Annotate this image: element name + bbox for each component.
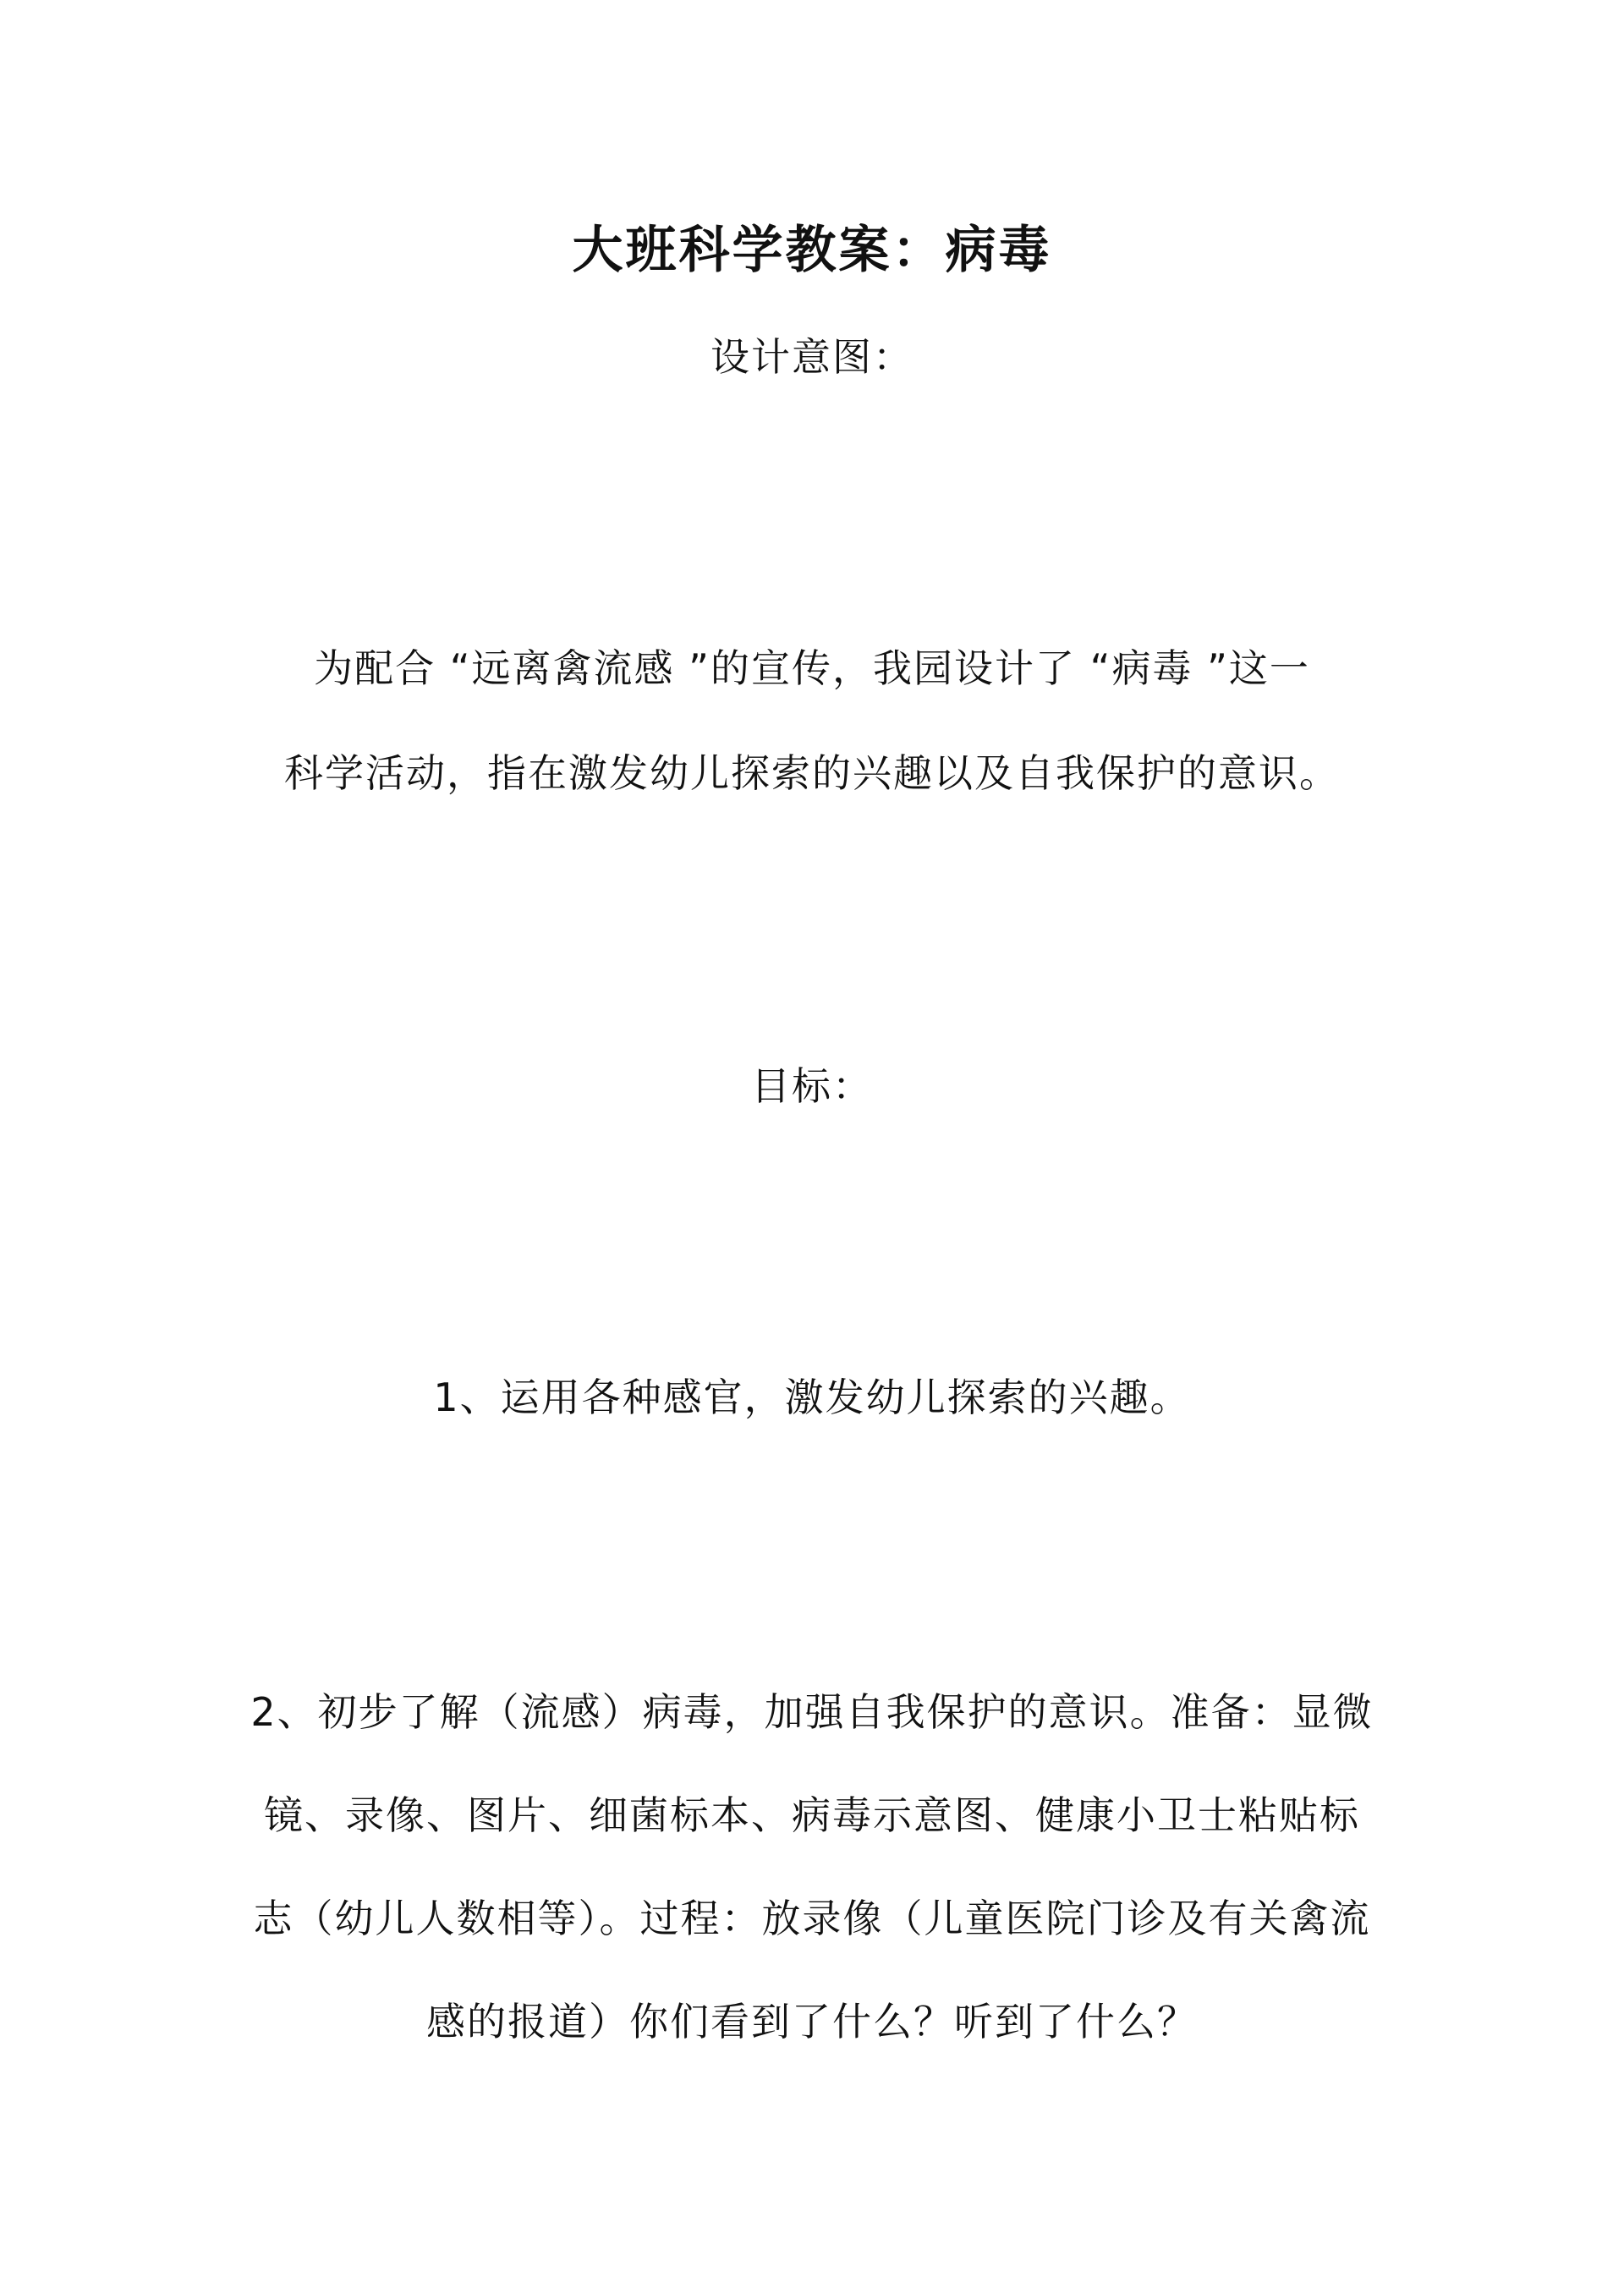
- document-title: 大班科学教案：病毒: [572, 221, 1052, 280]
- goal-item-2-line-3: 志（幼儿人数相等）。过程：放录像（儿童医院门诊及有关禽流: [253, 1896, 1371, 1941]
- design-intent-heading: 设计意图：: [710, 334, 914, 380]
- goal-item-2-line-2: 镜、录像、图片、细菌标本、病毒示意图、健康小卫士粘贴标: [264, 1792, 1360, 1838]
- design-intent-line-1: 为配合 “远离禽流感 ”的宣传，我园设计了 “病毒 ”这一: [314, 645, 1310, 691]
- goal-item-1: 1、运用各种感官，激发幼儿探索的兴趣。: [433, 1375, 1191, 1420]
- goals-heading: 目标：: [751, 1063, 873, 1109]
- goal-item-2-line-4: 感的报道）你们看到了什么？听到了什么？: [426, 1999, 1198, 2044]
- goal-item-2-line-1: 2、初步了解（流感）病毒，加强自我保护的意识。准备：显微: [250, 1689, 1374, 1735]
- design-intent-line-2: 科学活动，指在激发幼儿探索的兴趣以及自我保护的意识。: [284, 750, 1340, 796]
